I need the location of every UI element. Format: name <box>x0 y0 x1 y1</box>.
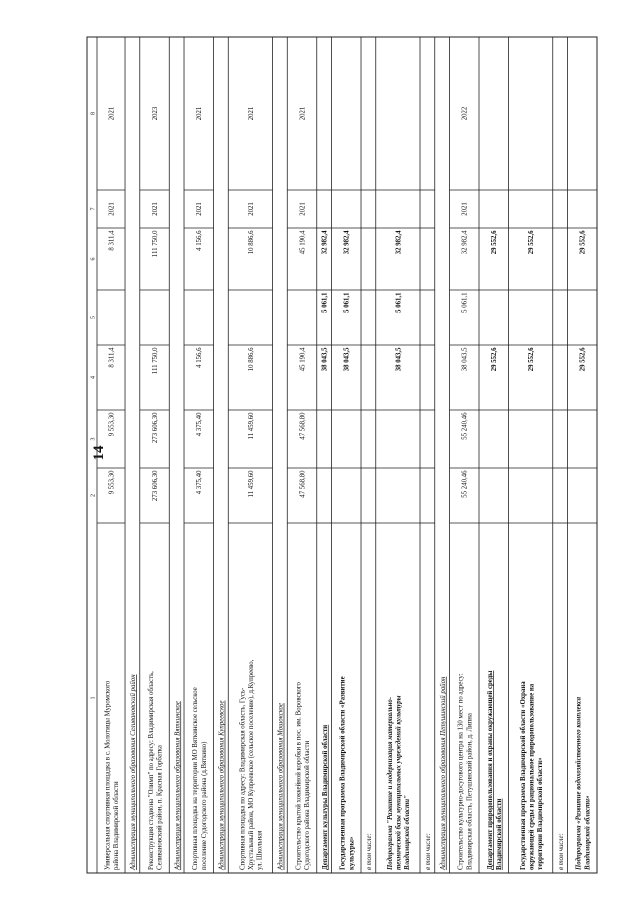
row-description: Селивановский район, п. Красная Горбатка <box>156 745 164 870</box>
cell-value: 4 375,40 <box>196 412 204 437</box>
cell-value: 11 459,60 <box>247 412 255 440</box>
cell-value: 45 190,4 <box>299 347 307 372</box>
cell-value: 9 553,30 <box>108 470 116 495</box>
cell-value: 38 043,5 <box>343 347 351 372</box>
cell-value: 5 061,1 <box>321 292 329 313</box>
row-description: окружающей среды и рациональное природопользование на <box>528 683 536 870</box>
cell-value: 2021 <box>196 106 204 121</box>
row-description: Хрустальный район, МО Купреевское (сельское поселение), д.Купреево, <box>248 659 256 870</box>
row-description: Государственная программа Владимирской области «Охрана <box>519 681 527 870</box>
section-heading: Администрация муниципального образования Мошокское <box>277 703 285 870</box>
cell-value: 9 553,30 <box>108 412 116 437</box>
row-description: Государственная программа Владимирской области «Развитие <box>339 676 347 870</box>
row-description: в том числе: <box>366 833 374 870</box>
cell-value: 2021 <box>461 202 469 216</box>
cell-value: 4 156,6 <box>196 230 204 251</box>
cell-value: 4 375,40 <box>196 470 204 495</box>
cell-value: 55 240,46 <box>461 412 469 440</box>
row-description: Департамент культуры Владимирской области <box>321 724 329 870</box>
row-description: Подпрограмма "Развитие и модернизация материально- <box>387 696 395 870</box>
cell-value: 5 061,1 <box>395 292 403 313</box>
cell-value: 5 061,1 <box>343 292 351 313</box>
cell-value: 29 552,6 <box>528 230 536 255</box>
cell-value: 273 606,30 <box>151 470 159 502</box>
cell-value: 10 886,6 <box>247 230 255 255</box>
cell-value: 47 568,80 <box>299 470 307 498</box>
column-header-2: 2 <box>90 494 97 497</box>
row-description: в том числе: <box>425 833 433 870</box>
row-description: в том числе: <box>557 833 565 870</box>
row-description: Владимирской области» <box>584 795 592 870</box>
cell-value: 32 982,4 <box>395 230 403 255</box>
cell-value: 2021 <box>151 202 159 216</box>
row-description: поселение Судогодского района (д.Вяткино) <box>200 741 208 870</box>
row-description: Реконструкция стадиона "Олимп" по адресу: Владимирская область, <box>147 671 155 870</box>
row-description: культуры» <box>348 836 356 870</box>
row-description: Универсальная спортивная площадка в с. Молотицы Муромского <box>104 680 112 870</box>
row-description: Судогодского района Владимирской области <box>304 740 312 870</box>
row-description: территории Владимирской области» <box>536 757 544 870</box>
page-number: 14 <box>91 445 107 461</box>
cell-value: 8 311,4 <box>108 230 116 251</box>
cell-value: 2022 <box>461 106 469 121</box>
cell-value: 2021 <box>196 202 204 216</box>
row-description: Владимирской области <box>495 798 503 870</box>
cell-value: 32 982,4 <box>321 230 329 255</box>
row-description: Строительство крытой хоккейной коробки в пос. им. Воровского <box>295 682 303 870</box>
cell-value: 2021 <box>108 202 116 216</box>
column-header-4: 4 <box>90 376 97 379</box>
column-header-7: 7 <box>90 207 97 211</box>
cell-value: 29 552,6 <box>528 347 536 372</box>
row-description: Владимирская область, Петушинский район, д. Липна <box>466 713 474 870</box>
row-description: Владимирской области" <box>404 795 412 870</box>
column-header-8: 8 <box>90 112 97 115</box>
cell-value: 5 061,1 <box>461 292 469 313</box>
cell-value: 29 552,6 <box>579 347 587 372</box>
cell-value: 29 552,6 <box>491 230 499 255</box>
cell-value: 4 156,6 <box>196 347 204 368</box>
cell-value: 111 750,0 <box>151 347 159 375</box>
cell-value: 55 240,46 <box>461 470 469 498</box>
cell-value: 111 750,0 <box>151 230 159 258</box>
cell-value: 38 043,5 <box>461 347 469 372</box>
row-description: Спортивная площадка на территории МО Вяткинское сельское <box>192 687 200 870</box>
cell-value: 2023 <box>151 106 159 121</box>
cell-value: 10 886,6 <box>247 347 255 372</box>
cell-value: 2021 <box>108 106 116 121</box>
cell-value: 11 459,60 <box>247 470 255 498</box>
row-description: района Владимирской области <box>113 781 121 870</box>
cell-value: 8 311,4 <box>108 347 116 368</box>
row-description: ул. Школьная <box>256 830 264 870</box>
cell-value: 38 043,5 <box>395 347 403 372</box>
section-heading: Администрация муниципального образования Петушинский район <box>439 676 447 870</box>
cell-value: 2021 <box>299 106 307 121</box>
column-header-1: 1 <box>90 696 97 700</box>
row-description: Строительство культурно-досугового центра на 130 мест по адресу: <box>457 673 465 870</box>
cell-value: 47 568,80 <box>299 412 307 440</box>
section-heading: Администрация муниципального образования Купреевское <box>218 700 226 870</box>
row-description: Департамент природопользования и охраны окружающей среды <box>487 670 495 870</box>
cell-value: 29 552,6 <box>579 230 587 255</box>
cell-value: 273 606,30 <box>151 412 159 444</box>
cell-value: 2021 <box>299 202 307 216</box>
cell-value: 45 190,4 <box>299 230 307 255</box>
cell-value: 2021 <box>247 202 255 216</box>
row-description: технической базы муниципальных учреждений культуры <box>395 695 403 870</box>
cell-value: 32 982,4 <box>461 230 469 255</box>
row-description: Подпрограмма «Развитие водохозяйственного комплекса <box>575 696 583 870</box>
section-heading: Администрация муниципального образования Селивановский район <box>130 674 138 870</box>
cell-value: 29 552,6 <box>491 347 499 372</box>
row-description: Спортивная площадка по адресу: Владимирская область, Гусь- <box>239 687 247 870</box>
cell-value: 2021 <box>247 106 255 121</box>
column-header-5: 5 <box>90 316 97 319</box>
column-header-3: 3 <box>90 437 97 441</box>
section-heading: Администрация муниципального образования Вяткинское <box>174 701 182 870</box>
cell-value: 32 982,4 <box>343 230 351 255</box>
column-header-6: 6 <box>90 257 97 261</box>
cell-value: 38 043,5 <box>321 347 329 372</box>
